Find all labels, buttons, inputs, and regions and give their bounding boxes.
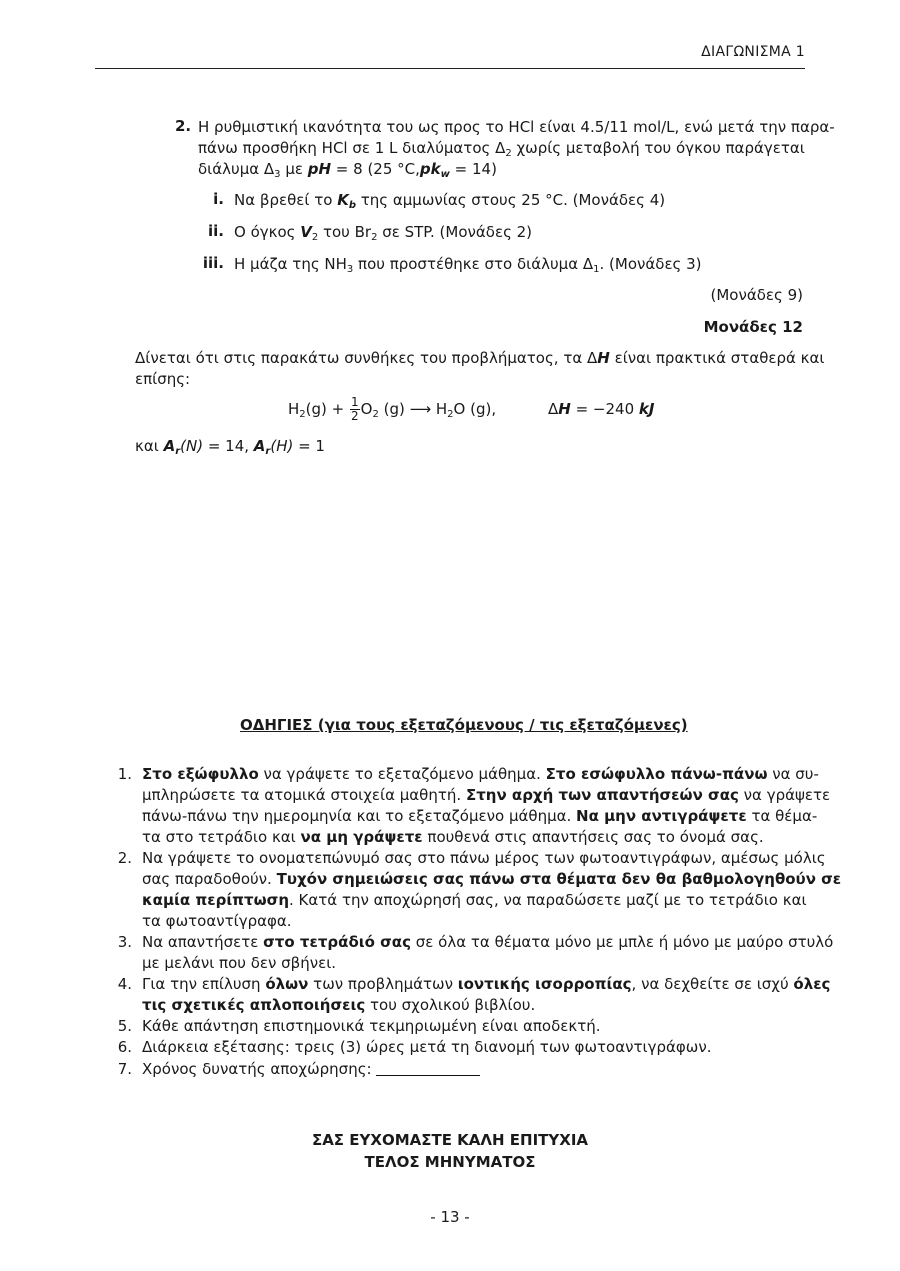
reaction-equation: $H_2(g)$ + $\frac{1}{2}$ $O_2$ (g) ⟶ $H_2O$ (g),: [288, 395, 497, 423]
instructions-title: ΟΔΗΓΙΕΣ (για τους εξεταζόμενους / τις εξεταζόμενες): [240, 716, 688, 734]
question-text-line-3: διάλυμα $\Delta_3$ με pH = 8 (25 $^\circ C,pk_w = 14$): [198, 160, 497, 180]
fraction: $\frac{1}{2}$: [351, 395, 359, 423]
question-text-line-1: Η ρυθμιστική ικανότητα του ως προς το HCl είναι 4.5/11 mol/L, ενώ μετά την παρα-: [198, 118, 835, 136]
subquestion-iii-number: iii.: [202, 254, 224, 272]
instruction-3-line-1: Να απαντήσετε στο τετράδιό σας σε όλα τα θέματα μόνο με μπλε ή μόνο με μαύρο στυλό: [142, 933, 834, 951]
instruction-4-line-1: Για την επίλυση όλων των προβλημάτων ιοντικής ισορροπίας, να δεχθείτε σε ισχύ όλες: [142, 975, 831, 993]
given-text-line-2: επίσης:: [135, 370, 191, 388]
instruction-7-number: 7.: [117, 1060, 132, 1078]
subquestion-i: Να βρεθεί το $K_b$ της αμμωνίας στους 25 °C. (Μονάδες 4): [234, 191, 666, 211]
instruction-4-line-2: τις σχετικές απλοποιήσεις του σχολικού βιβλίου.: [142, 996, 536, 1014]
header-title: ΔΙΑΓΩΝΙΣΜΑ 1: [701, 44, 805, 60]
atomic-masses: και $A_r(N) = 14$, $A_r(H) = 1$: [135, 437, 325, 457]
instruction-6-number: 6.: [117, 1038, 132, 1056]
total-marks: Μονάδες 12: [703, 318, 803, 336]
instruction-5-text: Κάθε απάντηση επιστημονικά τεκμηριωμένη είναι αποδεκτή.: [142, 1017, 601, 1035]
instruction-2-line-4: τα φωτοαντίγραφα.: [142, 912, 292, 930]
instruction-2-line-2: σας παραδοθούν. Τυχόν σημειώσεις σας πάνω στα θέματα δεν θα βαθμολογηθούν σε: [142, 870, 842, 888]
instruction-2-line-3: καμία περίπτωση. Κατά την αποχώρησή σας, να παραδώσετε μαζί με το τετράδιο και: [142, 891, 807, 909]
page-number: - 13 -: [430, 1208, 470, 1226]
reaction-enthalpy: ΔH = −240 kJ: [548, 400, 655, 418]
page-header: [95, 40, 805, 69]
subquestion-ii-number: ii.: [208, 222, 224, 240]
departure-time-blank: [376, 1075, 480, 1076]
instruction-3-number: 3.: [117, 933, 132, 951]
instruction-1-number: 1.: [117, 765, 132, 783]
instruction-1-line-3: πάνω-πάνω την ημερομηνία και το εξεταζόμενο μάθημα. Να μην αντιγράψετε τα θέμα-: [142, 807, 818, 825]
subquestion-i-number: i.: [213, 190, 224, 208]
question-text-line-2: πάνω προσθήκη HCl σε 1 L διαλύματος $\Delta_2$ χωρίς μεταβολή του όγκου παράγεται: [198, 139, 805, 159]
instruction-2-number: 2.: [117, 849, 132, 867]
subquestion-ii: Ο όγκος $V_2$ του $Br_2$ σε STP. (Μονάδες 2): [234, 223, 533, 243]
instruction-4-number: 4.: [117, 975, 132, 993]
instruction-1-line-4: τα στο τετράδιο και να μη γράψετε πουθενά στις απαντήσεις σας το όνομά σας.: [142, 828, 764, 846]
instruction-5-number: 5.: [117, 1017, 132, 1035]
subquestion-iii: Η μάζα της $NH_3$ που προστέθηκε στο διάλυμα $\Delta_1$. (Μονάδες 3): [234, 255, 702, 275]
instruction-3-line-2: με μελάνι που δεν σβήνει.: [142, 954, 337, 972]
instruction-6-text: Διάρκεια εξέτασης: τρεις (3) ώρες μετά τη διανομή των φωτοαντιγράφων.: [142, 1038, 712, 1056]
instruction-1-line-1: Στο εξώφυλλο να γράψετε το εξεταζόμενο μάθημα. Στο εσώφυλλο πάνω-πάνω να συ-: [142, 765, 819, 783]
instruction-1-line-2: μπληρώσετε τα ατομικά στοιχεία μαθητή. Στην αρχή των απαντήσεών σας να γράψετε: [142, 786, 831, 804]
given-text-line-1: Δίνεται ότι στις παρακάτω συνθήκες του προβλήματος, τα ΔH είναι πρακτικά σταθερά και: [135, 349, 825, 367]
subtotal-marks: (Μονάδες 9): [710, 286, 803, 304]
instruction-7-text: Χρόνος δυνατής αποχώρησης:: [142, 1059, 480, 1080]
closing-line-1: ΣΑΣ ΕΥΧΟΜΑΣΤΕ ΚΑΛΗ ΕΠΙΤΥΧΙΑ: [311, 1131, 589, 1149]
instruction-2-line-1: Να γράψετε το ονοματεπώνυμό σας στο πάνω μέρος των φωτοαντιγράφων, αμέσως μόλις: [142, 849, 826, 867]
closing-line-2: ΤΕΛΟΣ ΜΗΝΥΜΑΤΟΣ: [364, 1153, 536, 1171]
question-number: 2.: [175, 117, 192, 135]
